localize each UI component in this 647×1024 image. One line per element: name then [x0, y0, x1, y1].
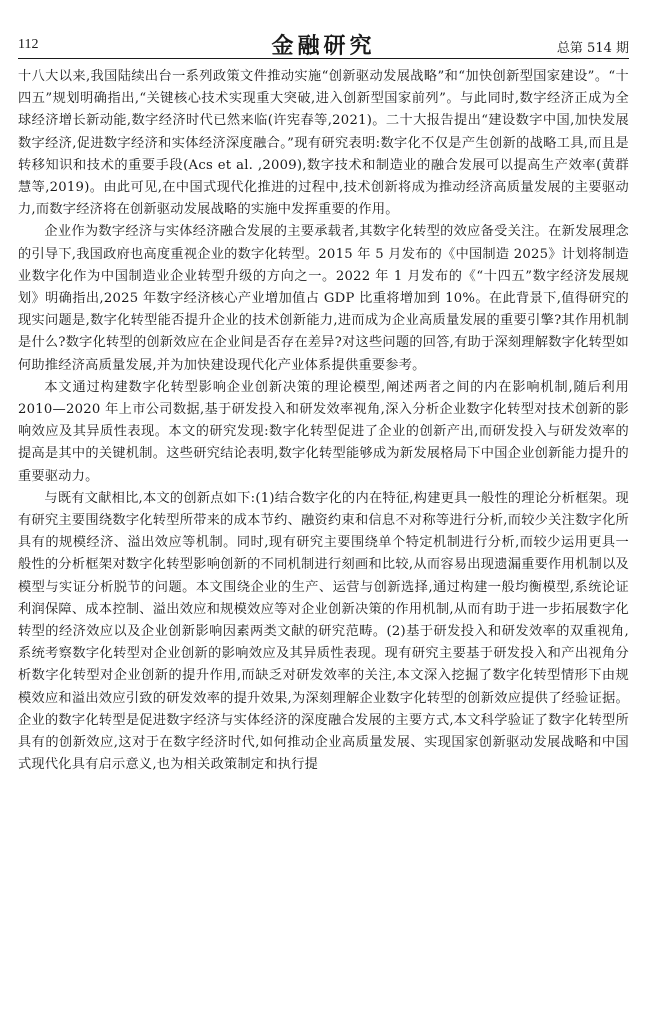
page-header: [18, 27, 629, 57]
paragraph: 与既有文献相比,本文的创新点如下:(1)结合数字化的内在特征,构建更具一般性的理论分析框架。现有研究主要围绕数字化转型所带来的成本节约、融资约束和信息不对称等进行分析,而较少关注数字化所具有的规模经济、溢出效应等机制。同时,现有研究主要围绕单个特定机制进行分析,而较少运用更具一般性的分析框架对数字化转型影响创新的不同机制进行刻画和比较,从而容易出现遗漏重要作用机制以及模型与实证分析脱节的问题。本文围绕企业的生产、运营与创新选择,通过构建一般均衡模型,系统论证利润保障、成本控制、溢出效应和规模效应等对企业创新决策的作用机制,从而有助于进一步拓展数字化转型的经济效应以及企业创新影响因素两类文献的研究范畴。(2)基于研发投入和研发效率的双重视角,系统考察数字化转型对企业创新的影响效应及其异质性表现。现有研究主要基于研发投入和产出视角分析数字化转型对企业创新的提升作用,而缺乏对研发效率的关注,本文深入挖掘了数字化转型情形下由规模效应和溢出效应引致的研发效率的提升效果,为深刻理解企业数字化转型的创新效应提供了经验证据。企业的数字化转型是促进数字经济与实体经济的深度融合发展的主要方式,本文科学验证了数字化转型所具有的创新效应,这对于在数字经济时代,如何推动企业高质量发展、实现国家创新驱动发展战略和中国式现代化具有启示意义,也为相关政策制定和执行提: [18, 490, 629, 773]
page-number: 112: [18, 37, 39, 52]
article-body: [18, 66, 629, 777]
paragraph: 本文通过构建数字化转型影响企业创新决策的理论模型,阐述两者之间的内在影响机制,随后利用 2010—2020 年上市公司数据,基于研发投入和研发效率视角,深入分析企业数字化转型对技术创新的影响效应及其异质性表现。本文的研究发现:数字化转型促进了企业的创新产出,而研发投入与研发效率的提高是其中的关键机制。这些研究结论表明,数字化转型能够成为新发展格局下中国企业创新能力提升的重要驱动力。: [18, 379, 629, 484]
header-divider: [18, 58, 629, 59]
journal-title: 金融研究: [271, 34, 376, 59]
paragraph: 十八大以来,我国陆续出台一系列政策文件推动实施“创新驱动发展战略”和“加快创新型国家建设”。“十四五”规划明确指出,“关键核心技术实现重大突破,进入创新型国家前列”。与此同时,数字经济正成为全球经济增长新动能,数字经济时代已然来临(许宪春等,2021)。二十大报告提出“建设数字中国,加快发展数字经济,促进数字经济和实体经济深度融合。”现有研究表明:数字化不仅是产生创新的战略工具,而且是转移知识和技术的重要手段(Acs et al. ,2009),数字技术和制造业的融合发展可以提高生产效率(黄群慧等,2019)。由此可见,在中国式现代化推进的过程中,技术创新将成为推动经济高质量发展的主要驱动力,而数字经济将在创新驱动发展战略的实施中发挥重要的作用。: [18, 69, 629, 218]
issue-label: 总第 514 期: [556, 41, 629, 56]
paragraph: 企业作为数字经济与实体经济融合发展的主要承载者,其数字化转型的效应备受关注。在新发展理念的引导下,我国政府也高度重视企业的数字化转型。2015 年 5 月发布的《中国制造 2025》计划将制造业数字化作为中国制造业企业转型升级的方向之一。2022 年 1 月发布的《“十四五”数字经济发展规划》明确指出,2025 年数字经济核心产业增加值占 GDP 比重将增加到 10%。在此背景下,值得研究的现实问题是,数字化转型能否提升企业的技术创新能力,进而成为企业高质量发展的重要引擎?其作用机制是什么?数字化转型的创新效应在企业间是否存在差异?对这些问题的回答,有助于深刻理解数字化转型如何助推经济高质量发展,并为加快建设现代化产业体系提供重要参考。: [18, 224, 629, 373]
